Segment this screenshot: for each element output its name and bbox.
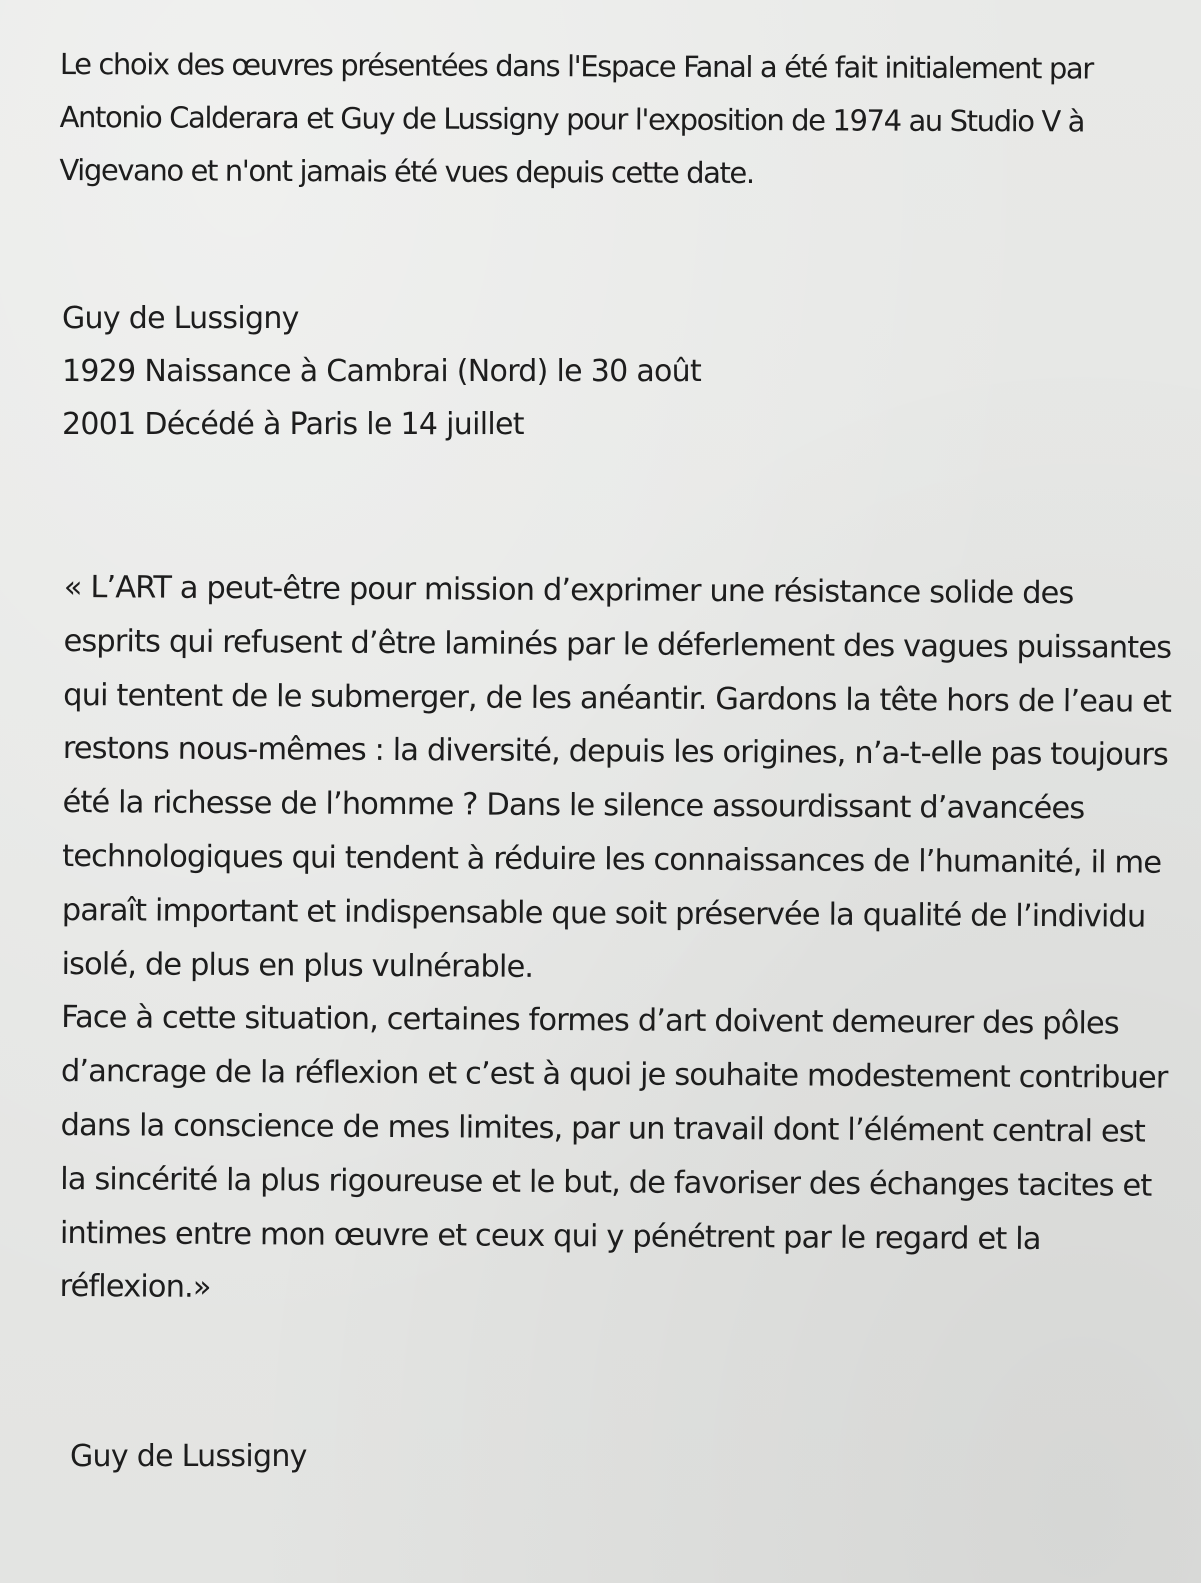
quote-signature: Guy de Lussigny xyxy=(70,1439,307,1474)
quote-paragraph-2: Face à cette situation, certaines formes d’art doivent demeurer des pôles d’ancrage de la réflexion et c’est à quoi je souhaite modestement contribuer dans la conscience de mes limites, par un travail dont l’élément central est la sincérité la plus rigoureuse et le but, de favoriser des échanges tacites et intimes entre mon œuvre et ceux qui y pénétrent par le regard et la réflexion.» xyxy=(59,1000,1168,1306)
birth-line: 1929 Naissance à Cambrai (Nord) le 30 août xyxy=(62,354,702,389)
artist-name: Guy de Lussigny xyxy=(62,301,299,336)
quote-paragraph-1: « L’ART a peut-être pour mission d’exprimer une résistance solide des esprits qui refusent d’être laminés par le déferlement des vagues puissantes qui tentent de le submerger, de les anéantir. Gardons la tête hors de l’eau et restons nous-mêmes : la diversité, depuis les origines, n’a-t-elle pas toujours été la richesse de l’homme ? Dans le silence assourdissant d’avancées technologiques qui tendent à réduire les connaissances de l’humanité, il me paraît important et indispensable que soit préservée la qualité de l’individu isolé, de plus en plus vulnérable. xyxy=(61,569,1172,985)
death-line: 2001 Décédé à Paris le 14 juillet xyxy=(62,407,524,442)
intro-paragraph: Le choix des œuvres présentées dans l'Espace Fanal a été fait initialement par Antonio Calderara et Guy de Lussigny pour l'exposition de 1974 au Studio V à Vigevano et n'ont jamais été vues depuis cette date. xyxy=(59,46,1093,191)
artist-bio xyxy=(62,292,862,451)
artist-quote xyxy=(59,561,1174,1321)
